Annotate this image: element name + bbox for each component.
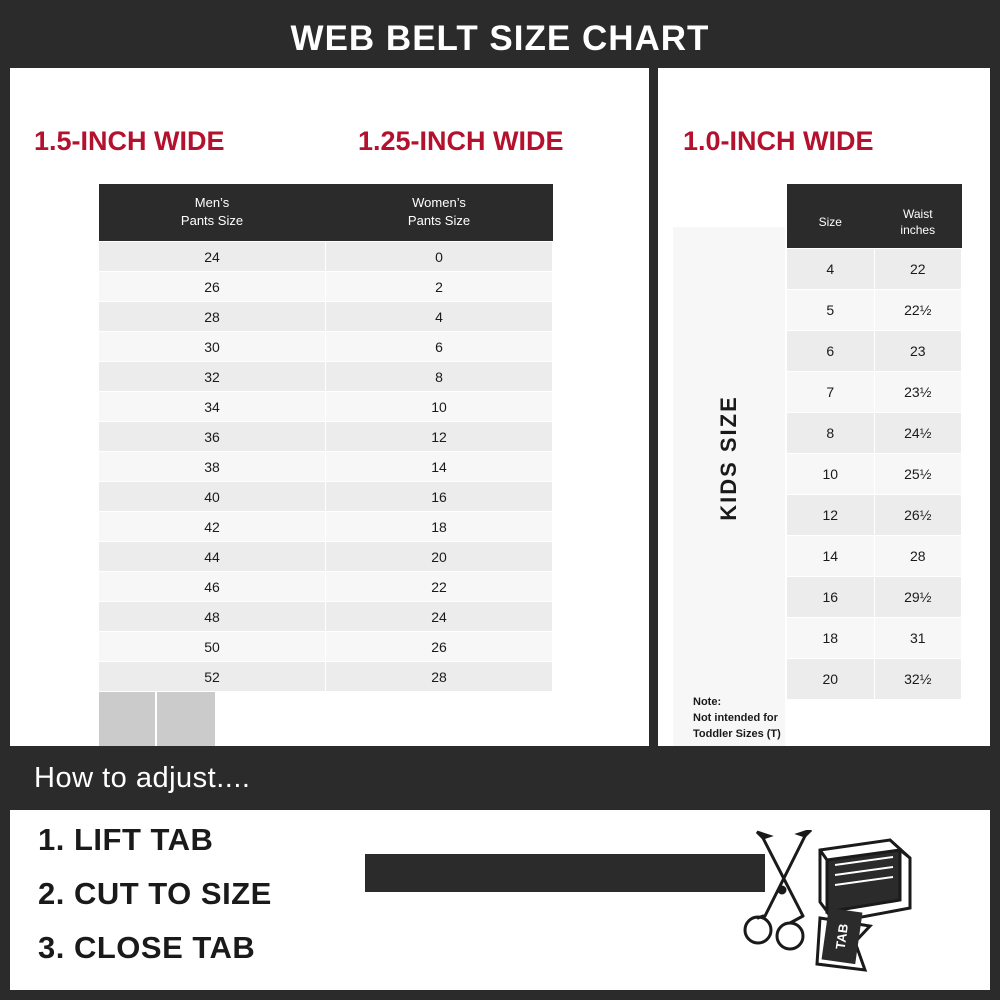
adult-size-cell: 12 <box>326 422 553 452</box>
column-header-womens-pants-size <box>326 184 553 242</box>
kids-note <box>693 695 781 743</box>
adult-size-cell: 38 <box>99 452 326 482</box>
column-header-mens-line1: Men’s <box>194 195 230 210</box>
kids-size-table <box>786 184 962 700</box>
adult-size-cell: 46 <box>99 572 326 602</box>
table-row <box>99 302 553 332</box>
adult-size-cell: 40 <box>99 482 326 512</box>
adult-size-cell: 20 <box>326 542 553 572</box>
kids-size-cell: 22½ <box>874 290 962 331</box>
table-row <box>787 413 962 454</box>
kids-size-cell: 14 <box>787 536 875 577</box>
column-header-size-label: Size <box>818 215 842 230</box>
column-header-waist-line1: Waist <box>902 207 933 221</box>
adult-size-cell: 8 <box>326 362 553 392</box>
table-row <box>99 602 553 632</box>
adult-size-cell: 16 <box>326 482 553 512</box>
table-row <box>787 249 962 290</box>
adult-size-cell: 2 <box>326 272 553 302</box>
table-row <box>99 272 553 302</box>
panel-adult-sizes <box>10 68 658 746</box>
page-header <box>10 10 990 68</box>
table-row <box>787 577 962 618</box>
adult-size-cell: 50 <box>99 632 326 662</box>
column-header-waist-inches <box>874 184 962 249</box>
panel-kids-sizes <box>658 68 981 746</box>
adult-size-table-body <box>99 242 553 692</box>
kids-size-cell: 23½ <box>874 372 962 413</box>
adult-size-cell: 34 <box>99 392 326 422</box>
table-row <box>787 331 962 372</box>
table-row <box>99 512 553 542</box>
adjust-steps <box>38 822 272 984</box>
adult-size-cell: 24 <box>99 242 326 272</box>
group-bar-kids-size <box>672 226 786 754</box>
kids-size-cell: 31 <box>874 618 962 659</box>
kids-size-table-element <box>786 184 962 700</box>
kids-size-cell: 32½ <box>874 659 962 700</box>
adjust-step-2: 2. CUT TO SIZE <box>38 876 272 911</box>
adult-size-cell: 18 <box>326 512 553 542</box>
kids-size-cell: 28 <box>874 536 962 577</box>
table-row <box>99 632 553 662</box>
table-row <box>787 659 962 700</box>
scissors-and-buckle-icon <box>365 830 965 990</box>
belt-tab-label <box>822 908 863 964</box>
kids-note-line-1: Note: <box>693 696 722 709</box>
adult-size-cell: 0 <box>326 242 553 272</box>
how-to-adjust-title: How to adjust.... <box>34 761 251 794</box>
table-row <box>787 495 962 536</box>
adult-size-cell: 26 <box>99 272 326 302</box>
kids-size-cell: 20 <box>787 659 875 700</box>
table-row <box>99 392 553 422</box>
adult-size-cell: 10 <box>326 392 553 422</box>
table-row <box>99 242 553 272</box>
kids-size-cell: 10 <box>787 454 875 495</box>
table-row <box>99 422 553 452</box>
adult-size-cell: 42 <box>99 512 326 542</box>
kids-size-cell: 25½ <box>874 454 962 495</box>
chart-panels <box>10 68 990 746</box>
adult-size-cell: 32 <box>99 362 326 392</box>
page-title: WEB BELT SIZE CHART <box>290 19 710 58</box>
table-row <box>99 482 553 512</box>
kids-size-cell: 16 <box>787 577 875 618</box>
adult-size-cell: 4 <box>326 302 553 332</box>
table-row <box>99 662 553 692</box>
table-row <box>99 572 553 602</box>
how-to-adjust-bar <box>10 746 990 810</box>
kids-note-line-2: Not intended for <box>693 712 778 725</box>
kids-size-cell: 12 <box>787 495 875 536</box>
belt-tab-text: TAB <box>832 922 852 950</box>
width-title-1-5-inch: 1.5-INCH WIDE <box>34 126 225 156</box>
table-header-row <box>787 184 962 249</box>
belt-illustration <box>365 830 965 990</box>
kids-size-cell: 5 <box>787 290 875 331</box>
column-header-size <box>787 184 875 249</box>
table-header-row <box>99 184 553 242</box>
adult-size-cell: 24 <box>326 602 553 632</box>
kids-size-table-body <box>787 249 962 700</box>
kids-size-cell: 29½ <box>874 577 962 618</box>
kids-size-cell: 22 <box>874 249 962 290</box>
table-row <box>787 372 962 413</box>
table-row <box>99 452 553 482</box>
kids-size-cell: 24½ <box>874 413 962 454</box>
adjust-step-3: 3. CLOSE TAB <box>38 930 256 965</box>
kids-note-line-3: Toddler Sizes (T) <box>693 728 781 741</box>
adult-size-cell: 22 <box>326 572 553 602</box>
adult-size-cell: 44 <box>99 542 326 572</box>
column-header-mens-line2: Pants Size <box>180 212 244 228</box>
adult-size-cell: 28 <box>99 302 326 332</box>
table-row <box>99 362 553 392</box>
kids-size-cell: 26½ <box>874 495 962 536</box>
table-row <box>787 536 962 577</box>
adult-size-cell: 36 <box>99 422 326 452</box>
adult-size-cell: 6 <box>326 332 553 362</box>
column-header-waist-line2: inches <box>900 223 936 238</box>
kids-size-cell: 18 <box>787 618 875 659</box>
adult-size-table <box>98 184 553 692</box>
adult-size-cell: 28 <box>326 662 553 692</box>
kids-size-cell: 4 <box>787 249 875 290</box>
kids-size-cell: 6 <box>787 331 875 372</box>
kids-size-cell: 23 <box>874 331 962 372</box>
column-header-mens-pants-size <box>99 184 326 242</box>
column-header-womens-line2: Pants Size <box>407 212 471 228</box>
adult-size-table-element <box>98 184 553 692</box>
width-title-1-25-inch: 1.25-INCH WIDE <box>358 126 564 156</box>
table-row <box>787 290 962 331</box>
adult-size-cell: 48 <box>99 602 326 632</box>
table-row <box>99 332 553 362</box>
table-row <box>787 618 962 659</box>
group-label-kids-size: KIDS SIZE <box>716 395 741 522</box>
width-title-1-0-inch: 1.0-INCH WIDE <box>683 126 874 156</box>
adult-size-cell: 52 <box>99 662 326 692</box>
adult-size-cell: 14 <box>326 452 553 482</box>
column-header-womens-line1: Women’s <box>412 195 466 210</box>
table-row <box>99 542 553 572</box>
adjust-step-1: 1. LIFT TAB <box>38 822 214 857</box>
table-row <box>787 454 962 495</box>
adult-size-cell: 30 <box>99 332 326 362</box>
kids-size-cell: 8 <box>787 413 875 454</box>
adult-size-cell: 26 <box>326 632 553 662</box>
kids-size-cell: 7 <box>787 372 875 413</box>
